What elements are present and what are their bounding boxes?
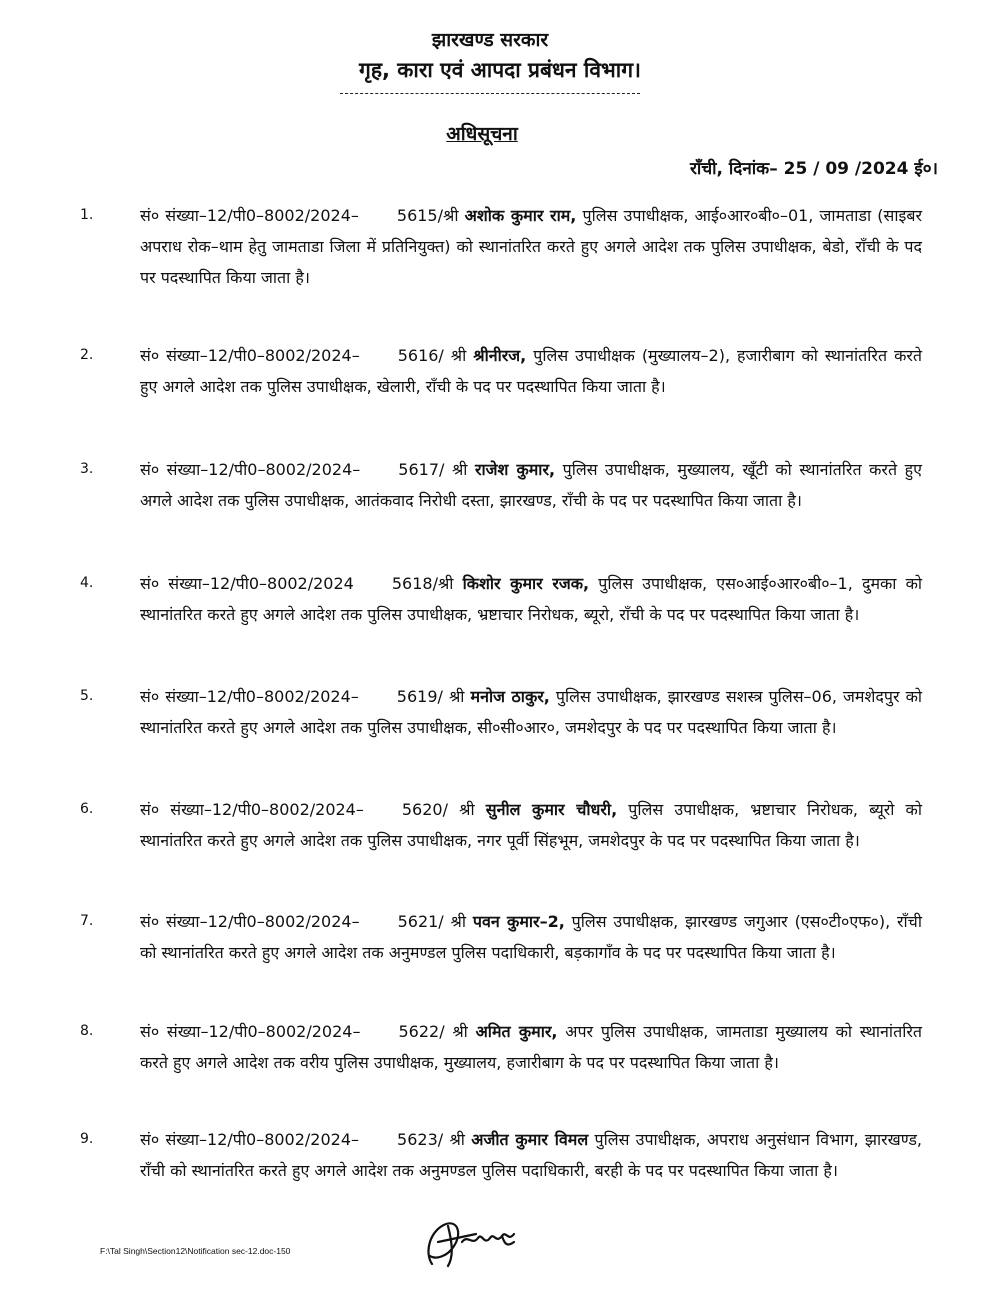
officer-name: अजीत कुमार विमल: [471, 1130, 589, 1149]
entry-body: [140, 454, 922, 516]
entry-text: अपर पुलिस उपाधीक्षक, जामताडा मुख्यालय को स्थानांतरित करते हुए अगले आदेश तक वरीय पुलिस उपाधीक्षक, मुख्यालय, हजारीबाग के पद पर पदस्थापित किया जाता है।: [140, 1022, 923, 1072]
entry-number: 9.: [80, 1131, 94, 1147]
entry-ref: सं० संख्या–12/पी0–8002/2024–: [140, 687, 359, 706]
entry-order: 5623/ श्री: [397, 1130, 465, 1149]
entry-text: पुलिस उपाधीक्षक, अपराध अनुसंधान विभाग, झारखण्ड, राँची को स्थानांतरित करते हुए अगले आदेश तक अनुमण्डल पुलिस पदाधिकारी, बरही के पद पर पदस्थापित किया जाता है।: [140, 1130, 922, 1180]
department-name: गृह, कारा एवं आपदा प्रबंधन विभाग।: [359, 58, 641, 82]
entry-ref: सं० संख्या–12/पी0–8002/2024–: [140, 1130, 360, 1149]
government-name: झारखण्ड सरकार: [431, 29, 549, 51]
document-title: अधिसूचना: [446, 123, 518, 145]
entry-number: 5.: [80, 688, 94, 704]
entry-ref: सं० संख्या–12/पी0–8002/2024–: [140, 346, 360, 365]
entry-ref: सं० संख्या–12/पी0–8002/2024–: [140, 1022, 361, 1041]
entry-text: पुलिस उपाधीक्षक, आई०आर०बी०–01, जामताडा (साइबर अपराध रोक–थाम हेतु जामताडा जिला में प्रतिनियुक्त) को स्थानांतरित करते हुए अगले आदेश तक पुलिस उपाधीक्षक, बेडो, राँची के पद पर पदस्थापित किया जाता है।: [140, 206, 923, 287]
header-divider: [340, 93, 640, 94]
entry-body: [140, 794, 922, 856]
entry-order: 5617/ श्री: [398, 460, 468, 479]
entry-order: 5615/श्री: [396, 206, 459, 225]
entry-ref: सं० संख्या–12/पी0–8002/2024–: [140, 800, 364, 819]
entry-number: 6.: [80, 801, 94, 817]
entry-number: 4.: [80, 575, 94, 591]
entry-body: [140, 1124, 922, 1186]
officer-name: सुनील कुमार चौधरी,: [485, 800, 618, 819]
entry-body: [140, 906, 922, 968]
officer-name: मनोज ठाकुर,: [470, 687, 550, 706]
file-path: F:\Tal Singh\Section12\Notification sec-12.doc-150: [100, 1246, 291, 1256]
entry-body: [140, 200, 922, 293]
entry-text: पुलिस उपाधीक्षक (मुख्यालय–2), हजारीबाग को स्थानांतरित करते हुए अगले आदेश तक पुलिस उपाधीक्षक, खेलारी, राँची के पद पर पदस्थापित किया जाता है।: [140, 346, 923, 396]
entry-text: पुलिस उपाधीक्षक, झारखण्ड जगुआर (एस०टी०एफ०), राँची को स्थानांतरित करते हुए अगले आदेश तक अनुमण्डल पुलिस पदाधिकारी, बड़कागाँव के पद पर पदस्थापित किया जाता है।: [140, 912, 922, 962]
entry-number: 8.: [80, 1023, 94, 1039]
entry-order: 5621/ श्री: [397, 912, 467, 931]
entry-number: 7.: [80, 913, 94, 929]
officer-name: पवन कुमार–2,: [472, 912, 565, 931]
entry-ref: सं० संख्या–12/पी0–8002/2024–: [140, 206, 359, 225]
entry-body: [140, 681, 922, 743]
entry-order: 5620/ श्री: [401, 800, 475, 819]
entry-order: 5616/ श्री: [397, 346, 467, 365]
signature: [418, 1212, 528, 1272]
entry-ref: सं० संख्या–12/पी0–8002/2024–: [140, 460, 361, 479]
officer-name: राजेश कुमार,: [474, 460, 556, 479]
entry-order: 5618/श्री: [391, 574, 454, 593]
entry-body: [140, 340, 922, 402]
entry-order: 5622/ श्री: [398, 1022, 468, 1041]
entry-text: पुलिस उपाधीक्षक, भ्रष्टाचार निरोधक, ब्यूरो को स्थानांतरित करते हुए अगले आदेश तक पुलिस उपाधीक्षक, नगर पूर्वी सिंहभूम, जमशेदपुर के पद पर पदस्थापित किया जाता है।: [140, 800, 922, 850]
entry-ref: सं० संख्या–12/पी0–8002/2024–: [140, 912, 360, 931]
officer-name: श्रीनीरज,: [473, 346, 527, 365]
entry-text: पुलिस उपाधीक्षक, झारखण्ड सशस्त्र पुलिस–06, जमशेदपुर को स्थानांतरित करते हुए अगले आदेश तक पुलिस उपाधीक्षक, सी०सी०आर०, जमशेदपुर के पद पर पदस्थापित किया जाता है।: [140, 687, 922, 737]
entry-text: पुलिस उपाधीक्षक, एस०आई०आर०बी०–1, दुमका को स्थानांतरित करते हुए अगले आदेश तक पुलिस उपाधीक्षक, भ्रष्टाचार निरोधक, ब्यूरो, राँची के पद पर पदस्थापित किया जाता है।: [140, 574, 922, 624]
entry-number: 1.: [80, 207, 94, 223]
officer-name: अमित कुमार,: [475, 1022, 558, 1041]
entry-number: 3.: [80, 461, 94, 477]
entry-text: पुलिस उपाधीक्षक, मुख्यालय, खूँटी को स्थानांतरित करते हुए अगले आदेश तक पुलिस उपाधीक्षक, आतंकवाद निरोधी दस्ता, झारखण्ड, राँची के पद पर पदस्थापित किया जाता है।: [140, 460, 922, 510]
entry-number: 2.: [80, 347, 94, 363]
entry-order: 5619/ श्री: [396, 687, 465, 706]
entry-body: [140, 568, 922, 630]
officer-name: किशोर कुमार रजक,: [462, 574, 590, 593]
dateline: राँची, दिनांक– 25 / 09 /2024 ई०।: [689, 159, 938, 179]
officer-name: अशोक कुमार राम,: [464, 206, 577, 225]
entry-body: [140, 1016, 922, 1078]
entry-ref: सं० संख्या–12/पी0–8002/2024: [140, 574, 354, 593]
